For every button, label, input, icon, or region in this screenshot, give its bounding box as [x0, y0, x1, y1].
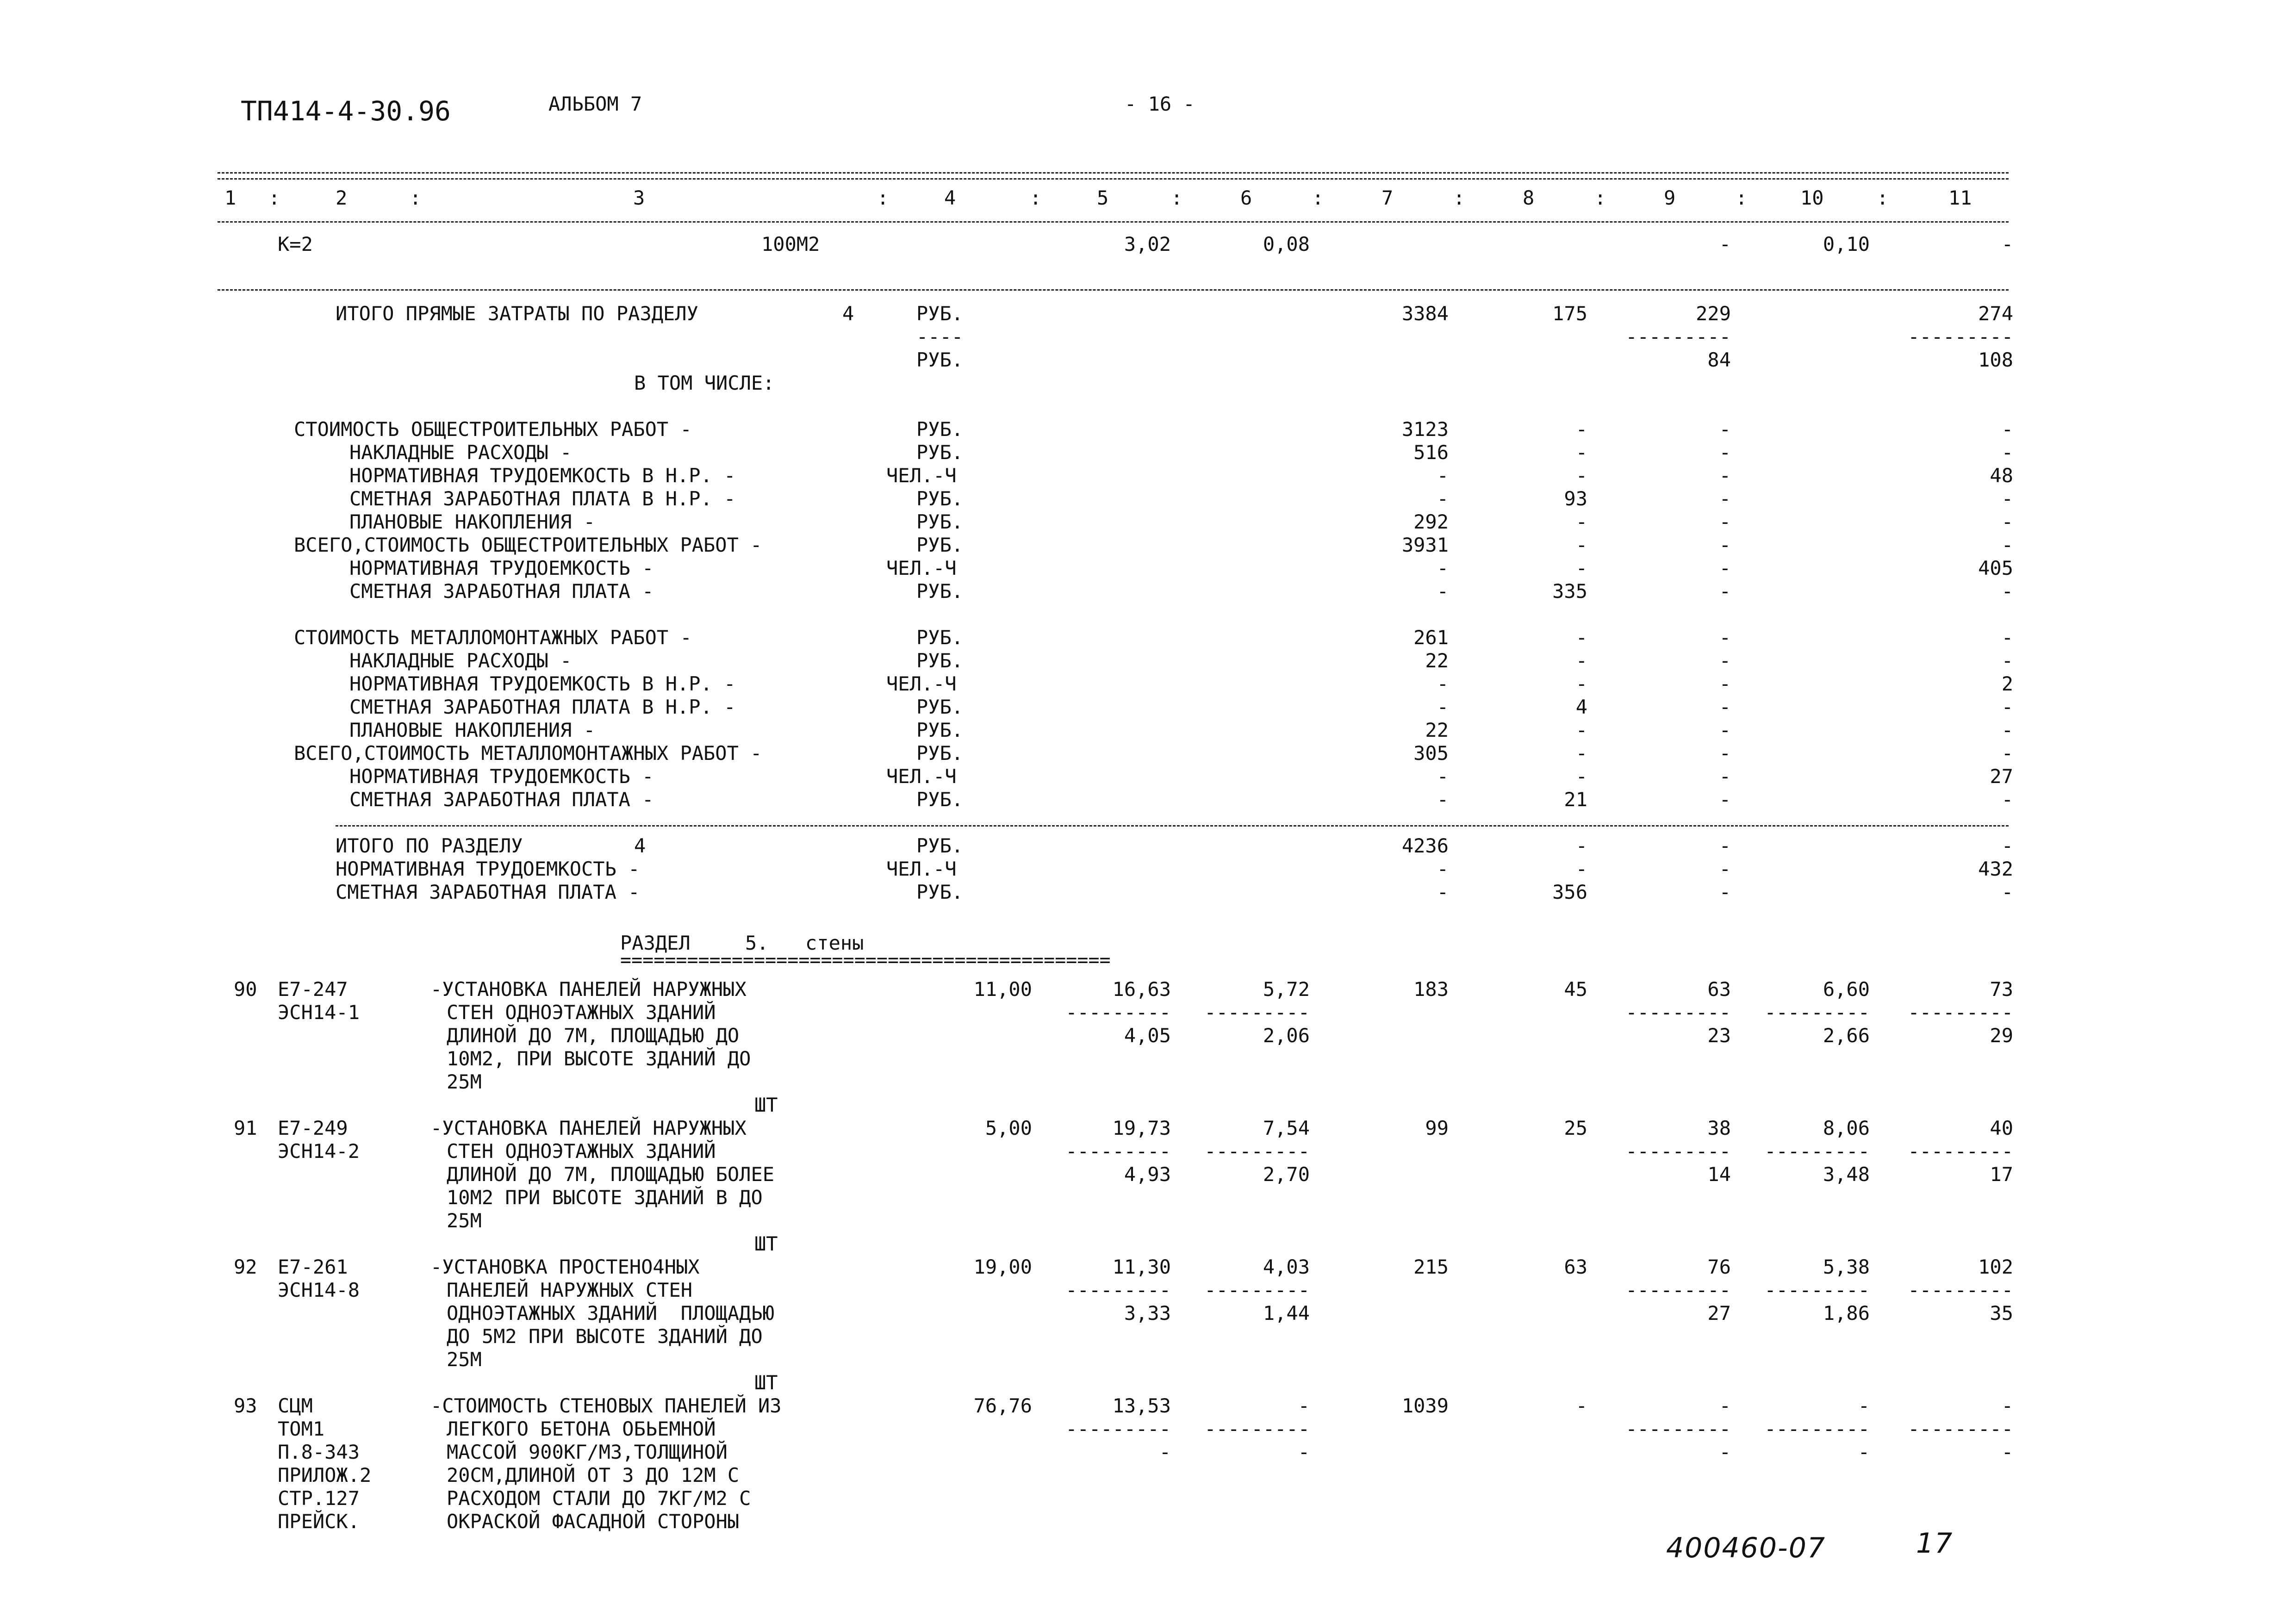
- row-c7: 261: [1413, 626, 1449, 649]
- row-label: ВСЕГО,СТОИМОСТЬ ОБЩЕСТРОИТЕЛЬНЫХ РАБОТ -: [294, 534, 762, 556]
- item-description: ОДНОЭТАЖНЫХ ЗДАНИЙ ПЛОЩАДЬЮ: [447, 1302, 775, 1325]
- handwritten-code: 400460-07: [1666, 1532, 1826, 1564]
- row-c9: -: [1719, 626, 1731, 649]
- section-total-unit: РУБ.: [916, 881, 964, 903]
- row-c9: -: [1719, 487, 1731, 510]
- col-11: 11: [1948, 187, 1972, 209]
- row-c8: 335: [1552, 580, 1587, 603]
- item-c11: 40: [1990, 1117, 2013, 1139]
- row-c11: -: [2001, 696, 2013, 718]
- row-c7: -: [1437, 487, 1449, 510]
- col-1: 1: [224, 187, 236, 209]
- item-description: 25М: [447, 1209, 482, 1232]
- row-c9: -: [1719, 649, 1731, 672]
- row-c11: -: [2001, 580, 2013, 603]
- item-c6: 4,03: [1263, 1256, 1310, 1278]
- item-c6b: 2,06: [1263, 1024, 1310, 1047]
- total-direct-unit: РУБ.: [916, 302, 964, 325]
- row-unit: РУБ.: [916, 534, 964, 556]
- row-unit: РУБ.: [916, 696, 964, 718]
- k-c10: 0,10: [1823, 233, 1870, 255]
- item-c8: 45: [1564, 978, 1587, 1001]
- col-sep: :: [1453, 187, 1465, 209]
- item-c5: 11,30: [1112, 1256, 1171, 1278]
- item-c7: 99: [1425, 1117, 1449, 1139]
- item-c5b: 4,05: [1124, 1024, 1171, 1047]
- page-number: - 16 -: [1125, 93, 1195, 115]
- item-c10b: 2,66: [1823, 1024, 1870, 1047]
- section-total-c11: 432: [1978, 858, 2013, 880]
- item-dash: ---------: [1204, 1418, 1310, 1440]
- item-c11b: -: [2001, 1441, 2013, 1463]
- col-3: 3: [633, 187, 645, 209]
- item-description: -УСТАНОВКА ПРОСТЕНО4НЫХ: [430, 1256, 700, 1278]
- row-c9: -: [1719, 742, 1731, 765]
- col-4: 4: [944, 187, 956, 209]
- section-total-c7: 4236: [1401, 834, 1449, 857]
- item-dash: ---------: [1764, 1418, 1870, 1440]
- item-c4: 5,00: [985, 1117, 1032, 1139]
- row-c8: -: [1575, 649, 1587, 672]
- item-c6: -: [1298, 1394, 1310, 1417]
- item-dash: ---------: [1065, 1001, 1171, 1024]
- section-total-c7: -: [1437, 858, 1449, 880]
- total-direct-label: ИТОГО ПРЯМЫЕ ЗАТРАТЫ ПО РАЗДЕЛУ: [336, 302, 698, 325]
- row-unit: РУБ.: [916, 788, 964, 811]
- row-c8: -: [1575, 534, 1587, 556]
- item-code: СЦМ: [278, 1394, 313, 1417]
- item-c4: 11,00: [973, 978, 1032, 1001]
- item-c11b: 35: [1990, 1302, 2013, 1325]
- total-direct-unit-dash: ----: [916, 325, 964, 348]
- item-dash: ---------: [1908, 1418, 2013, 1440]
- row-c11: 48: [1990, 464, 2013, 487]
- row-c8: -: [1575, 441, 1587, 464]
- row-c7: -: [1437, 557, 1449, 579]
- row-c7: -: [1437, 672, 1449, 695]
- row-unit: РУБ.: [916, 441, 964, 464]
- item-c6: 5,72: [1263, 978, 1310, 1001]
- item-c5b: -: [1159, 1441, 1171, 1463]
- item-c5: 13,53: [1112, 1394, 1171, 1417]
- item-dash: ---------: [1625, 1001, 1731, 1024]
- row-c8: -: [1575, 719, 1587, 741]
- col-sep: :: [1030, 187, 1042, 209]
- total-direct-c7: 3384: [1401, 302, 1449, 325]
- row-unit: ЧЕЛ.-Ч: [886, 464, 957, 487]
- row-c9: -: [1719, 696, 1731, 718]
- row-c8: -: [1575, 626, 1587, 649]
- item-description: -УСТАНОВКА ПАНЕЛЕЙ НАРУЖНЫХ: [430, 1117, 747, 1139]
- row-c8: -: [1575, 464, 1587, 487]
- item-code: ТОМ1: [278, 1418, 325, 1440]
- item-dash: ---------: [1625, 1279, 1731, 1301]
- col-2: 2: [336, 187, 348, 209]
- item-description: СТЕН ОДНОЭТАЖНЫХ ЗДАНИЙ: [447, 1140, 716, 1163]
- section-total-c11: -: [2001, 834, 2013, 857]
- rule-k-bottom: [218, 289, 2009, 291]
- item-c8: -: [1575, 1394, 1587, 1417]
- col-sep: :: [1736, 187, 1748, 209]
- col-sep: :: [1171, 187, 1183, 209]
- section-total-label: ИТОГО ПО РАЗДЕЛУ: [336, 834, 523, 857]
- item-dash: ---------: [1065, 1140, 1171, 1163]
- row-label: НОРМАТИВНАЯ ТРУДОЕМКОСТЬ -: [349, 765, 654, 788]
- row-c9: -: [1719, 418, 1731, 441]
- item-c5: 16,63: [1112, 978, 1171, 1001]
- item-code: Е7-249: [278, 1117, 348, 1139]
- total-direct-unit2: РУБ.: [916, 348, 964, 371]
- handwritten-page: 17: [1916, 1527, 1954, 1560]
- item-unit: ШТ: [754, 1094, 778, 1116]
- including-label: В ТОМ ЧИСЛЕ:: [634, 372, 775, 394]
- total-direct-c9b: 84: [1707, 348, 1731, 371]
- item-c11: 102: [1978, 1256, 2013, 1278]
- item-c9: 63: [1707, 978, 1731, 1001]
- row-label: НОРМАТИВНАЯ ТРУДОЕМКОСТЬ В Н.Р. -: [349, 672, 736, 695]
- item-unit: ШТ: [754, 1371, 778, 1394]
- row-c7: 22: [1425, 649, 1449, 672]
- item-c9b: 23: [1707, 1024, 1731, 1047]
- item-number: 93: [234, 1394, 257, 1417]
- row-label: НАКЛАДНЫЕ РАСХОДЫ -: [349, 649, 572, 672]
- row-c9: -: [1719, 765, 1731, 788]
- item-code: ЭСН14-1: [278, 1001, 360, 1024]
- item-c9b: 14: [1707, 1163, 1731, 1186]
- item-c11: 73: [1990, 978, 2013, 1001]
- item-c10b: 1,86: [1823, 1302, 1870, 1325]
- row-unit: ЧЕЛ.-Ч: [886, 765, 957, 788]
- row-unit: ЧЕЛ.-Ч: [886, 557, 957, 579]
- section-5-label: РАЗДЕЛ: [620, 932, 691, 954]
- row-c11: -: [2001, 742, 2013, 765]
- row-c11: -: [2001, 441, 2013, 464]
- item-code: ПРИЛОЖ.2: [278, 1464, 372, 1486]
- row-unit: РУБ.: [916, 510, 964, 533]
- row-c11: -: [2001, 534, 2013, 556]
- row-c9: -: [1719, 510, 1731, 533]
- item-number: 91: [234, 1117, 257, 1139]
- section-total-section: 4: [634, 834, 646, 857]
- item-dash: ---------: [1908, 1140, 2013, 1163]
- section-5-num: 5.: [745, 932, 769, 954]
- section-total-c11: -: [2001, 881, 2013, 903]
- row-label: НОРМАТИВНАЯ ТРУДОЕМКОСТЬ В Н.Р. -: [349, 464, 736, 487]
- item-dash: ---------: [1204, 1001, 1310, 1024]
- row-c8: -: [1575, 742, 1587, 765]
- section-5-name: стены: [805, 932, 864, 954]
- row-c9: -: [1719, 464, 1731, 487]
- item-unit: ШТ: [754, 1232, 778, 1255]
- item-c10: 6,60: [1823, 978, 1870, 1001]
- section-total-c9: -: [1719, 858, 1731, 880]
- item-code: Е7-247: [278, 978, 348, 1001]
- item-c7: 215: [1413, 1256, 1449, 1278]
- item-c6b: -: [1298, 1441, 1310, 1463]
- item-number: 90: [234, 978, 257, 1001]
- item-description: ДЛИНОЙ ДО 7М, ПЛОЩАДЬЮ ДО: [447, 1024, 740, 1047]
- item-c11b: 17: [1990, 1163, 2013, 1186]
- section-total-label: НОРМАТИВНАЯ ТРУДОЕМКОСТЬ -: [336, 858, 640, 880]
- item-dash: ---------: [1204, 1279, 1310, 1301]
- row-c7: 292: [1413, 510, 1449, 533]
- item-c5: 19,73: [1112, 1117, 1171, 1139]
- item-code: СТР.127: [278, 1487, 360, 1510]
- item-description: МАССОЙ 900КГ/М3,ТОЛЩИНОЙ: [447, 1441, 728, 1463]
- item-description: 25М: [447, 1348, 482, 1371]
- row-c11: -: [2001, 487, 2013, 510]
- item-description: -СТОИМОСТЬ СТЕНОВЫХ ПАНЕЛЕЙ ИЗ: [430, 1394, 782, 1417]
- row-c7: -: [1437, 788, 1449, 811]
- col-sep: :: [1312, 187, 1324, 209]
- item-c6b: 2,70: [1263, 1163, 1310, 1186]
- row-c11: 405: [1978, 557, 2013, 579]
- row-c8: 93: [1564, 487, 1587, 510]
- row-c11: 2: [2001, 672, 2013, 695]
- section-total-unit: РУБ.: [916, 834, 964, 857]
- item-dash: ---------: [1908, 1001, 2013, 1024]
- row-c8: -: [1575, 418, 1587, 441]
- item-c9b: -: [1719, 1441, 1731, 1463]
- row-c9: -: [1719, 441, 1731, 464]
- row-c9: -: [1719, 788, 1731, 811]
- row-label: СМЕТНАЯ ЗАРАБОТНАЯ ПЛАТА -: [349, 580, 654, 603]
- item-description: ЛЕГКОГО БЕТОНА ОБЬЕМНОЙ: [447, 1418, 716, 1440]
- item-c4: 76,76: [973, 1394, 1032, 1417]
- section-total-label: СМЕТНАЯ ЗАРАБОТНАЯ ПЛАТА -: [336, 881, 640, 903]
- total-direct-dash11: ---------: [1908, 325, 2013, 348]
- section-total-c8: 356: [1552, 881, 1587, 903]
- k-c9: -: [1719, 233, 1731, 255]
- row-c8: 4: [1575, 696, 1587, 718]
- item-description: ДО 5М2 ПРИ ВЫСОТЕ ЗДАНИЙ ДО: [447, 1325, 763, 1348]
- section-total-unit: ЧЕЛ.-Ч: [886, 858, 957, 880]
- row-unit: ЧЕЛ.-Ч: [886, 672, 957, 695]
- total-direct-c9: 229: [1696, 302, 1731, 325]
- row-c11: -: [2001, 788, 2013, 811]
- row-label: ПЛАНОВЫЕ НАКОПЛЕНИЯ -: [349, 719, 596, 741]
- col-sep: :: [268, 187, 280, 209]
- item-dash: ---------: [1204, 1140, 1310, 1163]
- section-total-c9: -: [1719, 834, 1731, 857]
- col-5: 5: [1097, 187, 1109, 209]
- item-c5b: 3,33: [1124, 1302, 1171, 1325]
- item-dash: ---------: [1764, 1140, 1870, 1163]
- row-c7: 3931: [1401, 534, 1449, 556]
- rule-top: [218, 172, 2009, 174]
- row-c7: 516: [1413, 441, 1449, 464]
- row-label: НОРМАТИВНАЯ ТРУДОЕМКОСТЬ -: [349, 557, 654, 579]
- item-dash: ---------: [1625, 1418, 1731, 1440]
- col-sep: :: [1877, 187, 1889, 209]
- row-label: СТОИМОСТЬ МЕТАЛЛОМОНТАЖНЫХ РАБОТ -: [294, 626, 692, 649]
- item-c4: 19,00: [973, 1256, 1032, 1278]
- total-direct-dash9: ---------: [1625, 325, 1731, 348]
- k-c5: 3,02: [1124, 233, 1171, 255]
- k-label: К=2: [278, 233, 313, 255]
- row-c7: 3123: [1401, 418, 1449, 441]
- item-dash: ---------: [1764, 1279, 1870, 1301]
- item-c10: -: [1858, 1394, 1870, 1417]
- col-7: 7: [1381, 187, 1394, 209]
- total-direct-c11b: 108: [1978, 348, 2013, 371]
- item-c10b: -: [1858, 1441, 1870, 1463]
- col-sep: :: [410, 187, 422, 209]
- item-description: 10М2, ПРИ ВЫСОТЕ ЗДАНИЙ ДО: [447, 1047, 751, 1070]
- row-c7: -: [1437, 580, 1449, 603]
- item-c8: 63: [1564, 1256, 1587, 1278]
- item-c11b: 29: [1990, 1024, 2013, 1047]
- item-code: ПРЕЙСК.: [278, 1510, 360, 1533]
- item-description: 20СМ,ДЛИНОЙ ОТ 3 ДО 12М С: [447, 1464, 740, 1486]
- item-description: РАСХОДОМ СТАЛИ ДО 7КГ/М2 С: [447, 1487, 751, 1510]
- item-c7: 183: [1413, 978, 1449, 1001]
- item-description: ДЛИНОЙ ДО 7М, ПЛОЩАДЬЮ БОЛЕЕ: [447, 1163, 775, 1186]
- item-description: 25М: [447, 1070, 482, 1093]
- item-c9b: 27: [1707, 1302, 1731, 1325]
- row-c8: -: [1575, 672, 1587, 695]
- section-total-c8: -: [1575, 834, 1587, 857]
- row-c11: -: [2001, 649, 2013, 672]
- k-c6: 0,08: [1263, 233, 1310, 255]
- item-c11: -: [2001, 1394, 2013, 1417]
- item-c10: 8,06: [1823, 1117, 1870, 1139]
- document-code: ТП414-4-30.96: [241, 95, 451, 127]
- row-c8: -: [1575, 765, 1587, 788]
- row-c7: -: [1437, 696, 1449, 718]
- item-dash: ---------: [1065, 1418, 1171, 1440]
- row-c9: -: [1719, 580, 1731, 603]
- total-direct-section: 4: [842, 302, 854, 325]
- row-unit: РУБ.: [916, 418, 964, 441]
- item-c10: 5,38: [1823, 1256, 1870, 1278]
- item-code: П.8-343: [278, 1441, 360, 1463]
- row-label: СМЕТНАЯ ЗАРАБОТНАЯ ПЛАТА В Н.Р. -: [349, 696, 736, 718]
- album-label: АЛЬБОМ 7: [548, 93, 642, 115]
- rule-header-bottom: [218, 221, 2009, 223]
- item-c5b: 4,93: [1124, 1163, 1171, 1186]
- k-unit: 100М2: [761, 233, 820, 255]
- row-unit: РУБ.: [916, 719, 964, 741]
- row-label: ВСЕГО,СТОИМОСТЬ МЕТАЛЛОМОНТАЖНЫХ РАБОТ -: [294, 742, 762, 765]
- item-code: Е7-261: [278, 1256, 348, 1278]
- row-c11: -: [2001, 418, 2013, 441]
- item-code: ЭСН14-8: [278, 1279, 360, 1301]
- item-dash: ---------: [1065, 1279, 1171, 1301]
- item-c9: 76: [1707, 1256, 1731, 1278]
- row-c8: -: [1575, 510, 1587, 533]
- row-c9: -: [1719, 719, 1731, 741]
- rule-top-2: [218, 178, 2009, 180]
- total-direct-c11: 274: [1978, 302, 2013, 325]
- item-dash: ---------: [1908, 1279, 2013, 1301]
- item-description: ПАНЕЛЕЙ НАРУЖНЫХ СТЕН: [447, 1279, 693, 1301]
- item-c8: 25: [1564, 1117, 1587, 1139]
- total-direct-c8: 175: [1552, 302, 1587, 325]
- section-total-c9: -: [1719, 881, 1731, 903]
- item-c7: 1039: [1401, 1394, 1449, 1417]
- item-code: ЭСН14-2: [278, 1140, 360, 1163]
- item-c10b: 3,48: [1823, 1163, 1870, 1186]
- row-c11: -: [2001, 510, 2013, 533]
- col-9: 9: [1664, 187, 1676, 209]
- row-unit: РУБ.: [916, 742, 964, 765]
- k-c11: -: [2001, 233, 2013, 255]
- item-number: 92: [234, 1256, 257, 1278]
- col-8: 8: [1523, 187, 1535, 209]
- row-c7: -: [1437, 464, 1449, 487]
- row-unit: РУБ.: [916, 580, 964, 603]
- row-unit: РУБ.: [916, 487, 964, 510]
- row-c9: -: [1719, 534, 1731, 556]
- item-description: -УСТАНОВКА ПАНЕЛЕЙ НАРУЖНЫХ: [430, 978, 747, 1001]
- item-c9: 38: [1707, 1117, 1731, 1139]
- row-c7: 305: [1413, 742, 1449, 765]
- row-c7: -: [1437, 765, 1449, 788]
- item-c6: 7,54: [1263, 1117, 1310, 1139]
- item-description: 10М2 ПРИ ВЫСОТЕ ЗДАНИЙ В ДО: [447, 1186, 763, 1209]
- row-label: СМЕТНАЯ ЗАРАБОТНАЯ ПЛАТА В Н.Р. -: [349, 487, 736, 510]
- row-c7: 22: [1425, 719, 1449, 741]
- col-6: 6: [1240, 187, 1252, 209]
- row-label: СТОИМОСТЬ ОБЩЕСТРОИТЕЛЬНЫХ РАБОТ -: [294, 418, 692, 441]
- row-c11: -: [2001, 626, 2013, 649]
- row-c8: 21: [1564, 788, 1587, 811]
- row-label: СМЕТНАЯ ЗАРАБОТНАЯ ПЛАТА -: [349, 788, 654, 811]
- item-description: ОКРАСКОЙ ФАСАДНОЙ СТОРОНЫ: [447, 1510, 740, 1533]
- col-10: 10: [1800, 187, 1824, 209]
- section-total-c8: -: [1575, 858, 1587, 880]
- row-c8: -: [1575, 557, 1587, 579]
- col-sep: :: [877, 187, 889, 209]
- item-c6b: 1,44: [1263, 1302, 1310, 1325]
- row-label: НАКЛАДНЫЕ РАСХОДЫ -: [349, 441, 572, 464]
- row-unit: РУБ.: [916, 649, 964, 672]
- row-c11: 27: [1990, 765, 2013, 788]
- row-c11: -: [2001, 719, 2013, 741]
- row-label: ПЛАНОВЫЕ НАКОПЛЕНИЯ -: [349, 510, 596, 533]
- section-5-underline: ============================================: [620, 950, 1111, 971]
- section-total-c7: -: [1437, 881, 1449, 903]
- col-sep: :: [1594, 187, 1606, 209]
- item-dash: ---------: [1625, 1140, 1731, 1163]
- item-description: СТЕН ОДНОЭТАЖНЫХ ЗДАНИЙ: [447, 1001, 716, 1024]
- row-c9: -: [1719, 672, 1731, 695]
- item-dash: ---------: [1764, 1001, 1870, 1024]
- rule-before-section-total: [336, 825, 2009, 827]
- item-c9: -: [1719, 1394, 1731, 1417]
- row-c9: -: [1719, 557, 1731, 579]
- row-unit: РУБ.: [916, 626, 964, 649]
